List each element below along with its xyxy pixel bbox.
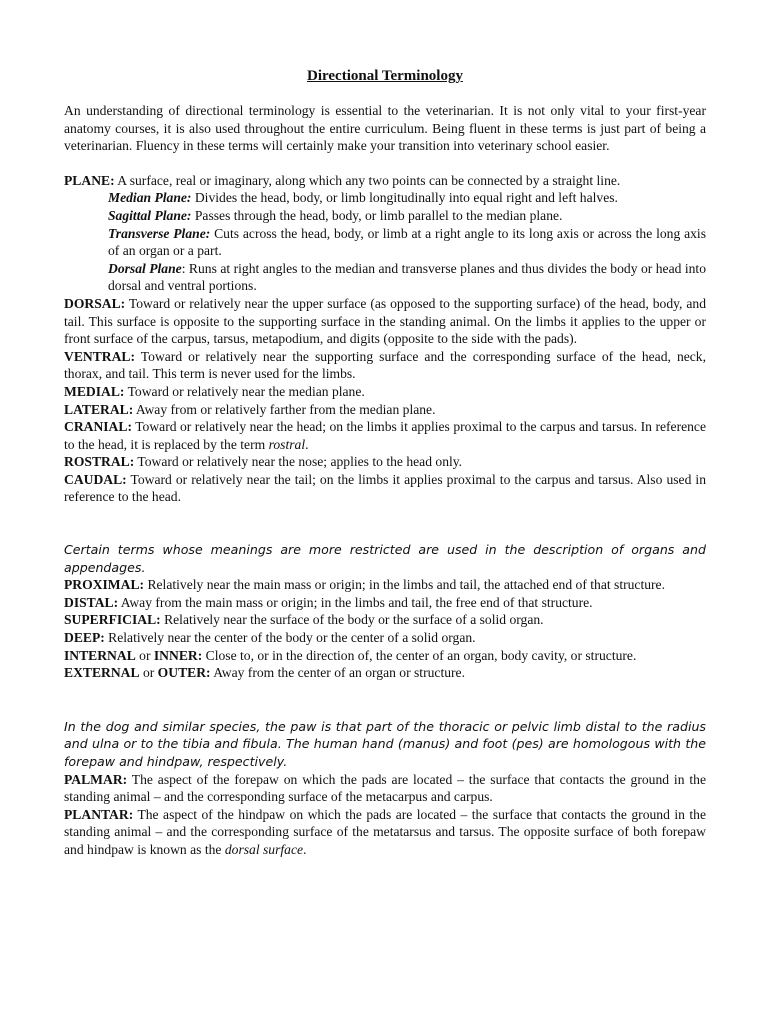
term: PALMAR: bbox=[64, 771, 128, 787]
term: DISTAL: bbox=[64, 594, 119, 610]
definition-tail: . bbox=[305, 436, 309, 452]
section-spacer bbox=[64, 682, 706, 718]
definition-text: Relatively near the center of the body or the center of a solid organ. bbox=[104, 630, 476, 646]
term: PROXIMAL: bbox=[64, 577, 145, 593]
definition-caudal bbox=[64, 471, 706, 506]
definition-distal bbox=[64, 594, 706, 612]
emphasis-text: dorsal surface bbox=[224, 841, 304, 857]
section-spacer bbox=[64, 506, 706, 541]
term: OUTER: bbox=[157, 665, 211, 681]
term: LATERAL: bbox=[64, 401, 134, 417]
note-paw: In the dog and similar species, the paw is that part of the thoracic or pelvic limb distal to the radius and ulna or to the tibia and fibula. The human hand (manus) and foot (pes) are homologous with the forepaw and hindpaw, respectively. bbox=[64, 718, 706, 769]
subterm: Transverse Plane: bbox=[108, 225, 211, 241]
note-restricted-terms: Certain terms whose meanings are more restricted are used in the description of organs and appendages. bbox=[64, 542, 706, 575]
subterm: Sagittal Plane: bbox=[108, 207, 192, 223]
term: DORSAL: bbox=[64, 295, 126, 311]
connector-text: or bbox=[139, 665, 158, 681]
definition-text: : Runs at right angles to the median and transverse planes and thus divides the body or head into dorsal and ventral portions. bbox=[108, 260, 707, 294]
definition-text: A surface, real or imaginary, along which any two points can be connected by a straight line. bbox=[114, 172, 621, 188]
term: INTERNAL bbox=[64, 647, 136, 663]
emphasis-text: rostral bbox=[268, 436, 306, 452]
definition-text: Cuts across the head, body, or limb at a right angle to its long axis or across the long axis of an organ or a part. bbox=[108, 225, 706, 259]
definition-internal-inner bbox=[64, 647, 706, 665]
definition-tail: . bbox=[303, 841, 307, 857]
document-page bbox=[64, 66, 706, 859]
definition-deep bbox=[64, 629, 706, 647]
subterm: Median Plane: bbox=[108, 190, 192, 206]
definition-text: Away from the center of an organ or structure. bbox=[210, 665, 465, 681]
connector-text: or bbox=[135, 647, 154, 663]
term: ROSTRAL: bbox=[64, 454, 135, 470]
term: MEDIAL: bbox=[64, 383, 125, 399]
term: DEEP: bbox=[64, 630, 105, 646]
sub-definition-dorsal-plane bbox=[64, 260, 706, 295]
definition-text: Relatively near the surface of the body or the surface of a solid organ. bbox=[160, 612, 544, 628]
definition-text: Close to, or in the direction of, the center of an organ, body cavity, or structure. bbox=[202, 647, 637, 663]
definition-proximal bbox=[64, 576, 706, 594]
term-plane: PLANE: bbox=[64, 172, 115, 188]
definition-text: Toward or relatively near the head; on the limbs it applies proximal to the carpus and tarsus. In reference to the head, it is replaced by the term bbox=[64, 419, 706, 452]
definition-text: Away from or relatively farther from the median plane. bbox=[133, 401, 436, 417]
subterm: Dorsal Plane bbox=[108, 260, 182, 276]
page-title: Directional Terminology bbox=[307, 68, 463, 84]
intro-paragraph: An understanding of directional terminology is essential to the veterinarian. It is not only vital to your first-year anatomy courses, it is also used throughout the entire curriculum. Being fluent in these terms is just part of being a veterinarian. Fluency in these terms will certainly make your transition into veterinary school easier. bbox=[64, 103, 706, 154]
definition-cranial bbox=[64, 418, 706, 453]
sub-definition-median-plane bbox=[64, 189, 706, 207]
term: PLANTAR: bbox=[64, 806, 134, 822]
definition-dorsal bbox=[64, 295, 706, 348]
definition-plantar bbox=[64, 806, 706, 859]
term: INNER: bbox=[153, 647, 203, 663]
definition-palmar bbox=[64, 771, 706, 806]
term: CAUDAL: bbox=[64, 471, 127, 487]
definition-text: Relatively near the main mass or origin; in the limbs and tail, the attached end of that structure. bbox=[144, 577, 665, 593]
definition-external-outer bbox=[64, 664, 706, 682]
definition-text: Away from the main mass or origin; in the limbs and tail, the free end of that structure. bbox=[118, 594, 593, 610]
definition-text: The aspect of the forepaw on which the pads are located – the surface that contacts the ground in the standing animal – and the corresponding surface of the metacarpus and carpus. bbox=[64, 771, 706, 805]
definition-plane bbox=[64, 172, 706, 190]
definition-medial bbox=[64, 383, 706, 401]
definition-text: Divides the head, body, or limb longitudinally into equal right and left halves. bbox=[191, 190, 618, 206]
sub-definition-transverse-plane bbox=[64, 225, 706, 260]
term: CRANIAL: bbox=[64, 419, 132, 435]
term: SUPERFICIAL: bbox=[64, 612, 161, 628]
definition-text: Toward or relatively near the upper surface (as opposed to the supporting surface) of the head, body, and tail. This surface is opposite to the supporting surface in the standing animal. On the limbs it applies to the upper or front surface of the carpus, tarsus, metapodium, and digits (opposite to the side with the pads). bbox=[64, 295, 706, 347]
sub-definition-sagittal-plane bbox=[64, 207, 706, 225]
definition-text: Toward or relatively near the tail; on the limbs it applies proximal to the carpus and tarsus. Also used in reference to the head. bbox=[64, 471, 706, 505]
term: EXTERNAL bbox=[64, 665, 140, 681]
definition-text: Passes through the head, body, or limb parallel to the median plane. bbox=[191, 207, 563, 223]
definition-text: Toward or relatively near the nose; applies to the head only. bbox=[134, 454, 463, 470]
definition-lateral bbox=[64, 401, 706, 419]
definition-ventral bbox=[64, 348, 706, 383]
definition-text: The aspect of the hindpaw on which the pads are located – the surface that contacts the ground in the standing animal – and the corresponding surface of the metatarsus and tarsus. The opposite surface of both forepaw and hindpaw is known as the bbox=[64, 806, 706, 857]
term: VENTRAL: bbox=[64, 348, 135, 364]
definition-superficial bbox=[64, 611, 706, 629]
definition-text: Toward or relatively near the median plane. bbox=[124, 383, 365, 399]
definition-text: Toward or relatively near the supporting surface and the corresponding surface of the head, neck, thorax, and tail. This term is never used for the limbs. bbox=[64, 348, 706, 382]
definition-rostral bbox=[64, 453, 706, 471]
